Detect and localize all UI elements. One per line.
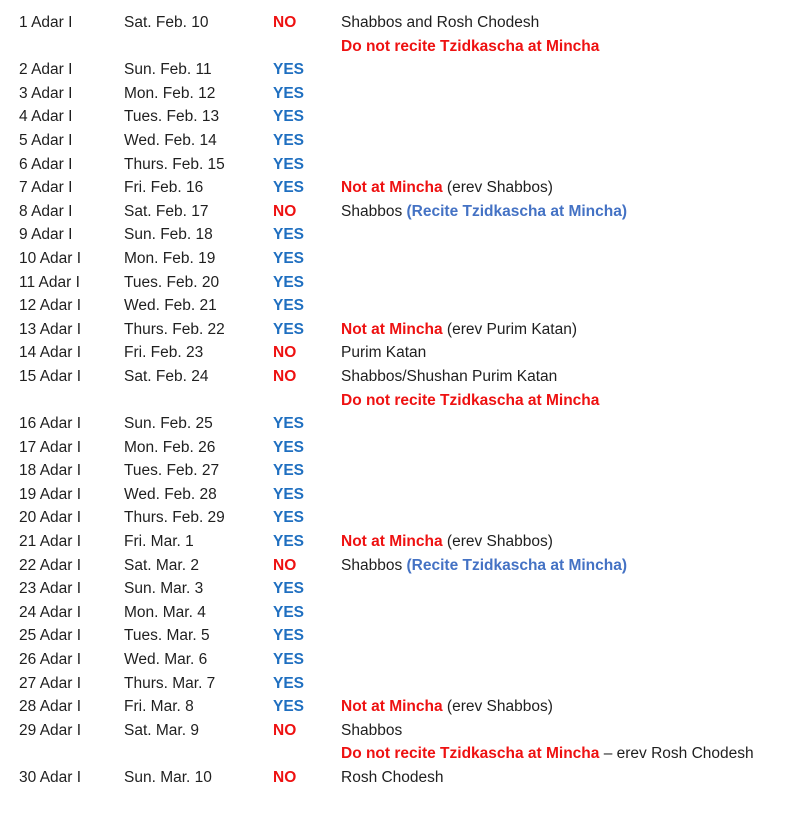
hebrew-date: 7 Adar I [19, 179, 73, 197]
note [341, 530, 553, 554]
note-warning: Do not recite Tzidkascha at Mincha [341, 391, 600, 409]
gregorian-date: Sun. Mar. 10 [124, 769, 212, 786]
status-label: NO [273, 769, 297, 786]
schedule-table [0, 11, 799, 790]
hebrew-date: 9 Adar I [19, 226, 73, 244]
hebrew-date: 12 Adar I [19, 297, 82, 315]
schedule-row [0, 577, 799, 601]
note-warning: Do not recite Tzidkascha at Mincha [341, 745, 600, 763]
gregorian-date: Thurs. Feb. 22 [124, 320, 225, 338]
hebrew-date: 17 Adar I [19, 438, 82, 456]
hebrew-date: 13 Adar I [19, 320, 82, 338]
note-text: Shabbos [341, 202, 407, 220]
schedule-row [0, 601, 799, 625]
gregorian-date: Wed. Mar. 6 [124, 651, 208, 669]
note-warning: Not at Mincha [341, 179, 443, 197]
note-warning: Not at Mincha [341, 533, 443, 551]
schedule-row [0, 11, 799, 35]
gregorian-date: Sat. Feb. 24 [124, 367, 209, 385]
status-label: YES [273, 509, 305, 527]
status-label: YES [273, 320, 305, 338]
note [341, 11, 539, 35]
note-text: (erev Shabbos) [442, 698, 553, 716]
status-label: NO [273, 344, 297, 362]
schedule-row [0, 554, 799, 578]
gregorian-date: Sun. Mar. 3 [124, 580, 204, 598]
status-label: YES [273, 438, 305, 456]
gregorian-date: Mon. Feb. 26 [124, 438, 216, 456]
status-label: YES [273, 674, 305, 692]
status-label: YES [273, 485, 305, 503]
status-label: YES [273, 698, 305, 716]
gregorian-date: Sat. Feb. 10 [124, 14, 209, 31]
status-label: YES [273, 179, 305, 197]
status-label: YES [273, 415, 305, 433]
note-highlight: (Recite Tzidkascha at Mincha) [406, 556, 628, 574]
schedule-row [0, 35, 799, 59]
schedule-row [0, 153, 799, 177]
hebrew-date: 27 Adar I [19, 674, 82, 692]
note-text: (erev Shabbos) [442, 179, 553, 197]
note [341, 389, 599, 413]
note [341, 719, 402, 743]
schedule-row [0, 365, 799, 389]
hebrew-date: 18 Adar I [19, 462, 82, 480]
schedule-row [0, 412, 799, 436]
note-text: Shabbos/Shushan Purim Katan [341, 367, 558, 385]
schedule-row [0, 271, 799, 295]
hebrew-date: 29 Adar I [19, 721, 82, 739]
gregorian-date: Mon. Feb. 19 [124, 249, 216, 267]
gregorian-date: Tues. Mar. 5 [124, 627, 210, 645]
schedule-row [0, 200, 799, 224]
hebrew-date: 26 Adar I [19, 651, 82, 669]
schedule-row [0, 672, 799, 696]
hebrew-date: 16 Adar I [19, 415, 82, 433]
gregorian-date: Sat. Mar. 2 [124, 556, 199, 574]
note [341, 695, 553, 719]
status-label: YES [273, 627, 305, 645]
schedule-row [0, 82, 799, 106]
hebrew-date: 4 Adar I [19, 108, 73, 126]
hebrew-date: 21 Adar I [19, 533, 82, 551]
status-label: NO [273, 202, 297, 220]
hebrew-date: 6 Adar I [19, 155, 73, 173]
note-warning: Do not recite Tzidkascha at Mincha [341, 37, 600, 55]
gregorian-date: Fri. Feb. 23 [124, 344, 204, 362]
gregorian-date: Sun. Feb. 11 [124, 61, 212, 79]
note-highlight: (Recite Tzidkascha at Mincha) [406, 202, 628, 220]
gregorian-date: Thurs. Mar. 7 [124, 674, 216, 692]
gregorian-date: Sat. Mar. 9 [124, 721, 199, 739]
gregorian-date: Wed. Feb. 14 [124, 131, 217, 149]
schedule-row [0, 389, 799, 413]
note [341, 742, 754, 766]
schedule-row [0, 318, 799, 342]
note [341, 318, 577, 342]
status-label: YES [273, 155, 305, 173]
hebrew-date: 2 Adar I [19, 61, 73, 79]
note [341, 200, 627, 224]
schedule-row [0, 624, 799, 648]
status-label: YES [273, 462, 305, 480]
gregorian-date: Mon. Feb. 12 [124, 84, 216, 102]
status-label: YES [273, 84, 305, 102]
schedule-row [0, 105, 799, 129]
schedule-row [0, 695, 799, 719]
schedule-row [0, 223, 799, 247]
hebrew-date: 28 Adar I [19, 698, 82, 716]
note [341, 341, 426, 365]
hebrew-date: 22 Adar I [19, 556, 82, 574]
hebrew-date: 23 Adar I [19, 580, 82, 598]
note [341, 766, 444, 790]
status-label: NO [273, 367, 297, 385]
note [341, 365, 557, 389]
note [341, 176, 553, 200]
hebrew-date: 24 Adar I [19, 603, 82, 621]
schedule-row [0, 436, 799, 460]
status-label: YES [273, 533, 305, 551]
hebrew-date: 10 Adar I [19, 249, 82, 267]
note-text: Purim Katan [341, 344, 427, 362]
hebrew-date: 20 Adar I [19, 509, 82, 527]
status-label: NO [273, 556, 297, 574]
note-text: – erev Rosh Chodesh [599, 745, 754, 763]
schedule-row [0, 766, 799, 790]
note-warning: Not at Mincha [341, 320, 443, 338]
schedule-row [0, 176, 799, 200]
gregorian-date: Wed. Feb. 28 [124, 485, 217, 503]
gregorian-date: Fri. Mar. 1 [124, 533, 194, 551]
status-label: YES [273, 603, 305, 621]
status-label: YES [273, 61, 305, 79]
gregorian-date: Tues. Feb. 13 [124, 108, 220, 126]
hebrew-date: 25 Adar I [19, 627, 82, 645]
gregorian-date: Fri. Mar. 8 [124, 698, 194, 716]
schedule-row [0, 247, 799, 271]
gregorian-date: Thurs. Feb. 29 [124, 509, 225, 527]
gregorian-date: Thurs. Feb. 15 [124, 155, 225, 173]
schedule-row [0, 129, 799, 153]
note-text: Rosh Chodesh [341, 769, 444, 786]
gregorian-date: Sat. Feb. 17 [124, 202, 209, 220]
status-label: NO [273, 721, 297, 739]
note-text: Shabbos [341, 556, 407, 574]
hebrew-date: 1 Adar I [19, 14, 73, 31]
schedule-row [0, 648, 799, 672]
hebrew-date: 3 Adar I [19, 84, 73, 102]
hebrew-date: 14 Adar I [19, 344, 82, 362]
status-label: YES [273, 131, 305, 149]
hebrew-date: 30 Adar I [19, 769, 82, 786]
gregorian-date: Wed. Feb. 21 [124, 297, 217, 315]
status-label: YES [273, 226, 305, 244]
schedule-row [0, 483, 799, 507]
hebrew-date: 19 Adar I [19, 485, 82, 503]
schedule-row [0, 341, 799, 365]
status-label: YES [273, 580, 305, 598]
status-label: NO [273, 14, 297, 31]
note-text: (erev Shabbos) [442, 533, 553, 551]
gregorian-date: Fri. Feb. 16 [124, 179, 204, 197]
gregorian-date: Sun. Feb. 18 [124, 226, 213, 244]
note-text: Shabbos and Rosh Chodesh [341, 14, 540, 31]
hebrew-date: 11 Adar I [19, 273, 80, 291]
note-text: Shabbos [341, 721, 403, 739]
status-label: YES [273, 249, 305, 267]
schedule-row [0, 58, 799, 82]
schedule-row [0, 530, 799, 554]
note [341, 35, 599, 59]
schedule-row [0, 294, 799, 318]
hebrew-date: 8 Adar I [19, 202, 73, 220]
status-label: YES [273, 108, 305, 126]
note-warning: Not at Mincha [341, 698, 443, 716]
status-label: YES [273, 273, 305, 291]
schedule-row [0, 719, 799, 743]
status-label: YES [273, 651, 305, 669]
schedule-row [0, 459, 799, 483]
gregorian-date: Tues. Feb. 27 [124, 462, 220, 480]
hebrew-date: 15 Adar I [19, 367, 82, 385]
note-text: (erev Purim Katan) [442, 320, 578, 338]
schedule-row [0, 506, 799, 530]
hebrew-date: 5 Adar I [19, 131, 73, 149]
gregorian-date: Sun. Feb. 25 [124, 415, 213, 433]
gregorian-date: Mon. Mar. 4 [124, 603, 206, 621]
schedule-row [0, 742, 799, 766]
note [341, 554, 627, 578]
gregorian-date: Tues. Feb. 20 [124, 273, 220, 291]
status-label: YES [273, 297, 305, 315]
